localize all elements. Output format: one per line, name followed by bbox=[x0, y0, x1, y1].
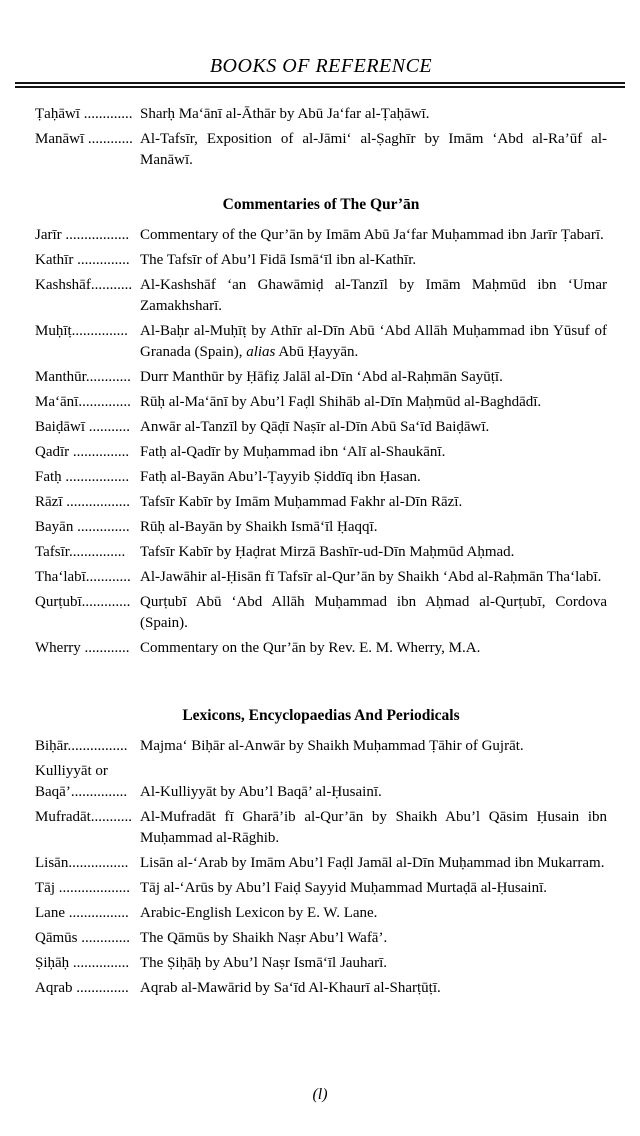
entry-desc bbox=[140, 129, 607, 171]
entry-term-line: Bayān .............. bbox=[35, 519, 130, 535]
entry-term-line: Baiḍāwī ........... bbox=[35, 419, 130, 435]
entry-desc bbox=[140, 367, 607, 388]
entry-row bbox=[35, 567, 607, 588]
entry-row bbox=[35, 225, 607, 246]
header-double-rule bbox=[15, 82, 625, 88]
entry-term-line: Wherry ............ bbox=[35, 640, 130, 656]
entry-desc bbox=[140, 807, 607, 849]
entry-term-line: Qadīr ............... bbox=[35, 444, 130, 460]
entry-desc bbox=[140, 736, 607, 757]
entry-desc bbox=[140, 978, 607, 999]
entry-term bbox=[35, 250, 140, 271]
entry-desc-segment: Tafsīr Kabīr by Ḥaḍrat Mirzā Bashīr-ud-Dīn Maḥmūd Aḥmad. bbox=[140, 544, 515, 560]
entry-desc bbox=[140, 321, 607, 363]
entry-row bbox=[35, 638, 607, 659]
entry-desc bbox=[140, 592, 607, 634]
entry-desc-segment: Al-Tafsīr, Exposition of al-Jāmi‘ al-Ṣaghīr by Imām ‘Abd al-Ra’ūf al-Manāwī. bbox=[140, 131, 607, 168]
entry-desc-segment: Tafsīr Kabīr by Imām Muḥammad Fakhr al-Dīn Rāzī. bbox=[140, 494, 463, 510]
entry-term bbox=[35, 467, 140, 488]
entry-row bbox=[35, 542, 607, 563]
entry-term bbox=[35, 903, 140, 924]
entry-term-line: Baqā’............... bbox=[35, 784, 128, 800]
entry-row bbox=[35, 853, 607, 874]
entry-desc-italic-segment: alias bbox=[246, 344, 276, 360]
entry-term-line: Mufradāt........... bbox=[35, 809, 133, 825]
entry-term-line: Qāmūs ............. bbox=[35, 930, 130, 946]
entry-desc-segment: Al-Kulliyyāt by Abu’l Baqā’ al-Ḥusainī. bbox=[140, 784, 382, 800]
entry-desc bbox=[140, 878, 607, 899]
entry-term bbox=[35, 638, 140, 659]
section bbox=[35, 705, 607, 999]
entry-term bbox=[35, 592, 140, 613]
entry-desc-segment: The Tafsīr of Abu’l Fidā Ismā‘īl ibn al-Kathīr. bbox=[140, 252, 417, 268]
entry-row bbox=[35, 807, 607, 849]
entry-desc bbox=[140, 417, 607, 438]
entry-term-line: Qurṭubī............. bbox=[35, 594, 131, 610]
entry-term-line: Tafsīr............... bbox=[35, 544, 126, 560]
section bbox=[35, 194, 607, 659]
entry-term bbox=[35, 567, 140, 588]
entry-desc-segment: Commentary on the Qur’ān by Rev. E. M. Wherry, M.A. bbox=[140, 640, 481, 656]
entry-desc bbox=[140, 225, 607, 246]
entry-term-line: Ṣiḥāḥ ............... bbox=[35, 955, 130, 971]
entry-desc-segment: Qurṭubī Abū ‘Abd Allāh Muḥammad ibn Aḥmad al-Qurṭubī, Cordova (Spain). bbox=[140, 594, 607, 631]
entry-row bbox=[35, 321, 607, 363]
entry-term-line: Lisān................ bbox=[35, 855, 129, 871]
entry-term bbox=[35, 928, 140, 949]
entry-desc-segment: Fatḥ al-Bayān Abu’l-Ṭayyib Ṣiddīq ibn Ḥasan. bbox=[140, 469, 421, 485]
entry-term-line: Jarīr ................. bbox=[35, 227, 130, 243]
section-heading: Lexicons, Encyclopaedias And Periodicals bbox=[182, 707, 460, 724]
entry-term bbox=[35, 225, 140, 246]
content bbox=[35, 104, 607, 999]
entry-desc bbox=[140, 392, 607, 413]
entry-row bbox=[35, 492, 607, 513]
entry-desc-segment: Rūḥ al-Bayān by Shaikh Ismā‘īl Ḥaqqī. bbox=[140, 519, 378, 535]
page-title: BOOKS OF REFERENCE bbox=[209, 55, 433, 77]
entry-term bbox=[35, 442, 140, 463]
entry-term bbox=[35, 129, 140, 150]
entry-desc bbox=[140, 782, 607, 803]
entry-term bbox=[35, 978, 140, 999]
entry-desc-segment: The Ṣiḥāḥ by Abu’l Naṣr Ismā‘īl Jauharī. bbox=[140, 955, 388, 971]
entry-term bbox=[35, 321, 140, 342]
entry-desc-segment: Majma‘ Biḥār al-Anwār by Shaikh Muḥammad Ṭāhir of Gujrāt. bbox=[140, 738, 524, 754]
entry-desc-segment: Al-Jawāhir al-Ḥisān fī Tafsīr al-Qur’ān by Shaikh ‘Abd al-Raḥmān Tha‘labī. bbox=[140, 569, 602, 585]
entry-row bbox=[35, 367, 607, 388]
entry-desc bbox=[140, 467, 607, 488]
entry-desc-segment: Arabic-English Lexicon by E. W. Lane. bbox=[140, 905, 378, 921]
entry-desc bbox=[140, 567, 607, 588]
entry-term bbox=[35, 417, 140, 438]
section bbox=[35, 104, 607, 171]
entry-desc-segment: Commentary of the Qur’ān by Imām Abū Ja‘far Muḥammad ibn Jarīr Ṭabarī. bbox=[140, 227, 604, 243]
entry-row bbox=[35, 417, 607, 438]
entry-term bbox=[35, 392, 140, 413]
entry-row bbox=[35, 592, 607, 634]
entry-term bbox=[35, 761, 140, 803]
entry-desc bbox=[140, 953, 607, 974]
entry-row bbox=[35, 275, 607, 317]
entry-desc-segment: Tāj al-‘Arūs by Abu’l Faiḍ Sayyid Muḥammad Murtaḍā al-Ḥusainī. bbox=[140, 880, 548, 896]
entry-desc-segment: Durr Manthūr by Ḥāfiẓ Jalāl al-Dīn ‘Abd al-Raḥmān Sayūṭī. bbox=[140, 369, 503, 385]
entry-desc bbox=[140, 442, 607, 463]
entry-desc bbox=[140, 903, 607, 924]
entry-term-line: Lane ................ bbox=[35, 905, 129, 921]
entry-term-line: Biḥār................ bbox=[35, 738, 128, 754]
entry-row bbox=[35, 250, 607, 271]
entry-term bbox=[35, 542, 140, 563]
entry-row bbox=[35, 953, 607, 974]
entry-term-line: Tha‘labī............ bbox=[35, 569, 131, 585]
entry-term bbox=[35, 807, 140, 828]
entry-term-line: Kashshāf........... bbox=[35, 277, 133, 293]
entry-desc-segment: Al-Kashshāf ‘an Ghawāmiḍ al-Tanzīl by Imām Maḥmūd ibn ‘Umar Zamakhsharī. bbox=[140, 277, 607, 314]
entry-desc bbox=[140, 492, 607, 513]
entry-term bbox=[35, 492, 140, 513]
entry-row bbox=[35, 761, 607, 803]
entry-desc-segment: Anwār al-Tanzīl by Qāḍī Naṣīr al-Dīn Abū Sa‘īd Baiḍāwī. bbox=[140, 419, 490, 435]
entry-desc bbox=[140, 853, 607, 874]
entry-row bbox=[35, 878, 607, 899]
entry-term-line: Aqrab .............. bbox=[35, 980, 129, 996]
entry-desc-segment: The Qāmūs by Shaikh Naṣr Abu’l Wafā’. bbox=[140, 930, 388, 946]
entry-term bbox=[35, 275, 140, 296]
entry-row bbox=[35, 903, 607, 924]
entry-term-line: Manāwī ............ bbox=[35, 131, 133, 147]
entry-row bbox=[35, 928, 607, 949]
entry-row bbox=[35, 736, 607, 757]
entry-term-line: Ṭaḥāwī ............. bbox=[35, 106, 133, 122]
entry-desc-segment: Rūḥ al-Ma‘ānī by Abu’l Faḍl Shihāb al-Dīn Maḥmūd al-Baghdādī. bbox=[140, 394, 542, 410]
entry-desc bbox=[140, 638, 607, 659]
entry-term-line: Rāzī ................. bbox=[35, 494, 130, 510]
entry-term-line: Ma‘ānī.............. bbox=[35, 394, 131, 410]
page-number: (l) bbox=[312, 1086, 328, 1103]
entry-term-line: Kulliyyāt or bbox=[35, 763, 108, 779]
entry-row bbox=[35, 392, 607, 413]
entry-term bbox=[35, 953, 140, 974]
entry-desc-segment: Sharḥ Ma‘ānī al-Āthār by Abū Ja‘far al-Ṭaḥāwī. bbox=[140, 106, 430, 122]
entry-desc-segment: Fatḥ al-Qadīr by Muḥammad ibn ‘Alī al-Shaukānī. bbox=[140, 444, 446, 460]
entry-row bbox=[35, 978, 607, 999]
entry-desc bbox=[140, 542, 607, 563]
entry-desc-segment: Aqrab al-Mawārid by Sa‘īd Al-Khaurī al-Sharṭūṭī. bbox=[140, 980, 441, 996]
entry-term-line: Manthūr............ bbox=[35, 369, 131, 385]
section-heading: Commentaries of The Qur’ān bbox=[222, 196, 420, 213]
entry-term bbox=[35, 736, 140, 757]
entry-term-line: Kathīr .............. bbox=[35, 252, 130, 268]
entry-desc bbox=[140, 250, 607, 271]
entry-term bbox=[35, 517, 140, 538]
entry-desc-segment: Lisān al-‘Arab by Imām Abu’l Faḍl Jamāl al-Dīn Muḥammad ibn Mukarram. bbox=[140, 855, 605, 871]
entry-desc bbox=[140, 928, 607, 949]
entry-desc-segment: Al-Mufradāt fī Gharā’ib al-Qur’ān by Shaikh Abu’l Qāsim Ḥusain ibn Muḥammad al-Rāghib. bbox=[140, 809, 607, 846]
entry-desc bbox=[140, 517, 607, 538]
entry-term bbox=[35, 367, 140, 388]
entry-desc bbox=[140, 104, 607, 125]
entry-term-line: Muḥīṭ............... bbox=[35, 323, 128, 339]
entry-row bbox=[35, 517, 607, 538]
entry-desc-segment: Abū Ḥayyān. bbox=[275, 344, 359, 360]
entry-row bbox=[35, 104, 607, 125]
entry-term bbox=[35, 853, 140, 874]
entry-term-line: Tāj ................... bbox=[35, 880, 130, 896]
entry-row bbox=[35, 442, 607, 463]
entry-term-line: Fatḥ ................. bbox=[35, 469, 130, 485]
entry-desc-segment: Al-Baḥr al-Muḥīṭ by Athīr al-Dīn Abū ‘Abd Allāh Muḥammad ibn Yūsuf of Granada (Spain), bbox=[140, 323, 607, 360]
entry-row bbox=[35, 129, 607, 171]
entry-term bbox=[35, 878, 140, 899]
entry-row bbox=[35, 467, 607, 488]
entry-term bbox=[35, 104, 140, 125]
entry-desc bbox=[140, 275, 607, 317]
